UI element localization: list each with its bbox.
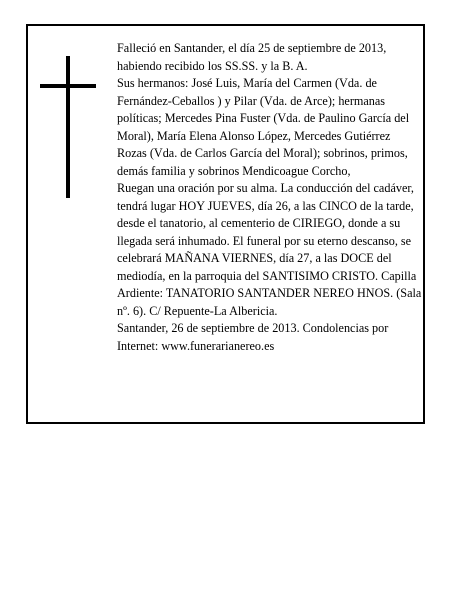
notice-body bbox=[117, 40, 423, 355]
cross-icon bbox=[40, 56, 96, 198]
cross-vertical-bar bbox=[66, 56, 70, 198]
date-and-condolences: Santander, 26 de septiembre de 2013. Condolencias por Internet: www.funerarianereo.es bbox=[117, 321, 389, 353]
death-announcement: Falleció en Santander, el día 25 de septiembre de 2013, habiendo recibido los SS.SS. y la B. A. bbox=[117, 41, 387, 73]
obituary-notice bbox=[26, 24, 425, 424]
family-list: Sus hermanos: José Luis, María del Carmen (Vda. de Fernández-Ceballos ) y Pilar (Vda. de Arce); hermanas políticas; Mercedes Pina Fuster (Vda. de Paulino García del Moral), María Elena Alonso López, Mercedes Gutiérrez Rozas (Vda. de Carlos García del Moral); sobrinos, primos, demás familia y sobrinos Mendicoague Corcho, bbox=[117, 76, 410, 178]
funeral-details: Ruegan una oración por su alma. La conducción del cadáver, tendrá lugar HOY JUEVES, día 26, a las CINCO de la tarde, desde el tanatorio, al cementerio de CIRIEGO, donde a su llegada será inhumado. El funeral por su eterno descanso, se celebrará MAÑANA VIERNES, día 27, a las DOCE del mediodía, en la parroquia del SANTISIMO CRISTO. Capilla Ardiente: TANATORIO SANTANDER NEREO HNOS. (Sala nº. 6). C/ Repuente-La Albericia. bbox=[117, 181, 422, 318]
cross-horizontal-bar bbox=[40, 84, 96, 88]
